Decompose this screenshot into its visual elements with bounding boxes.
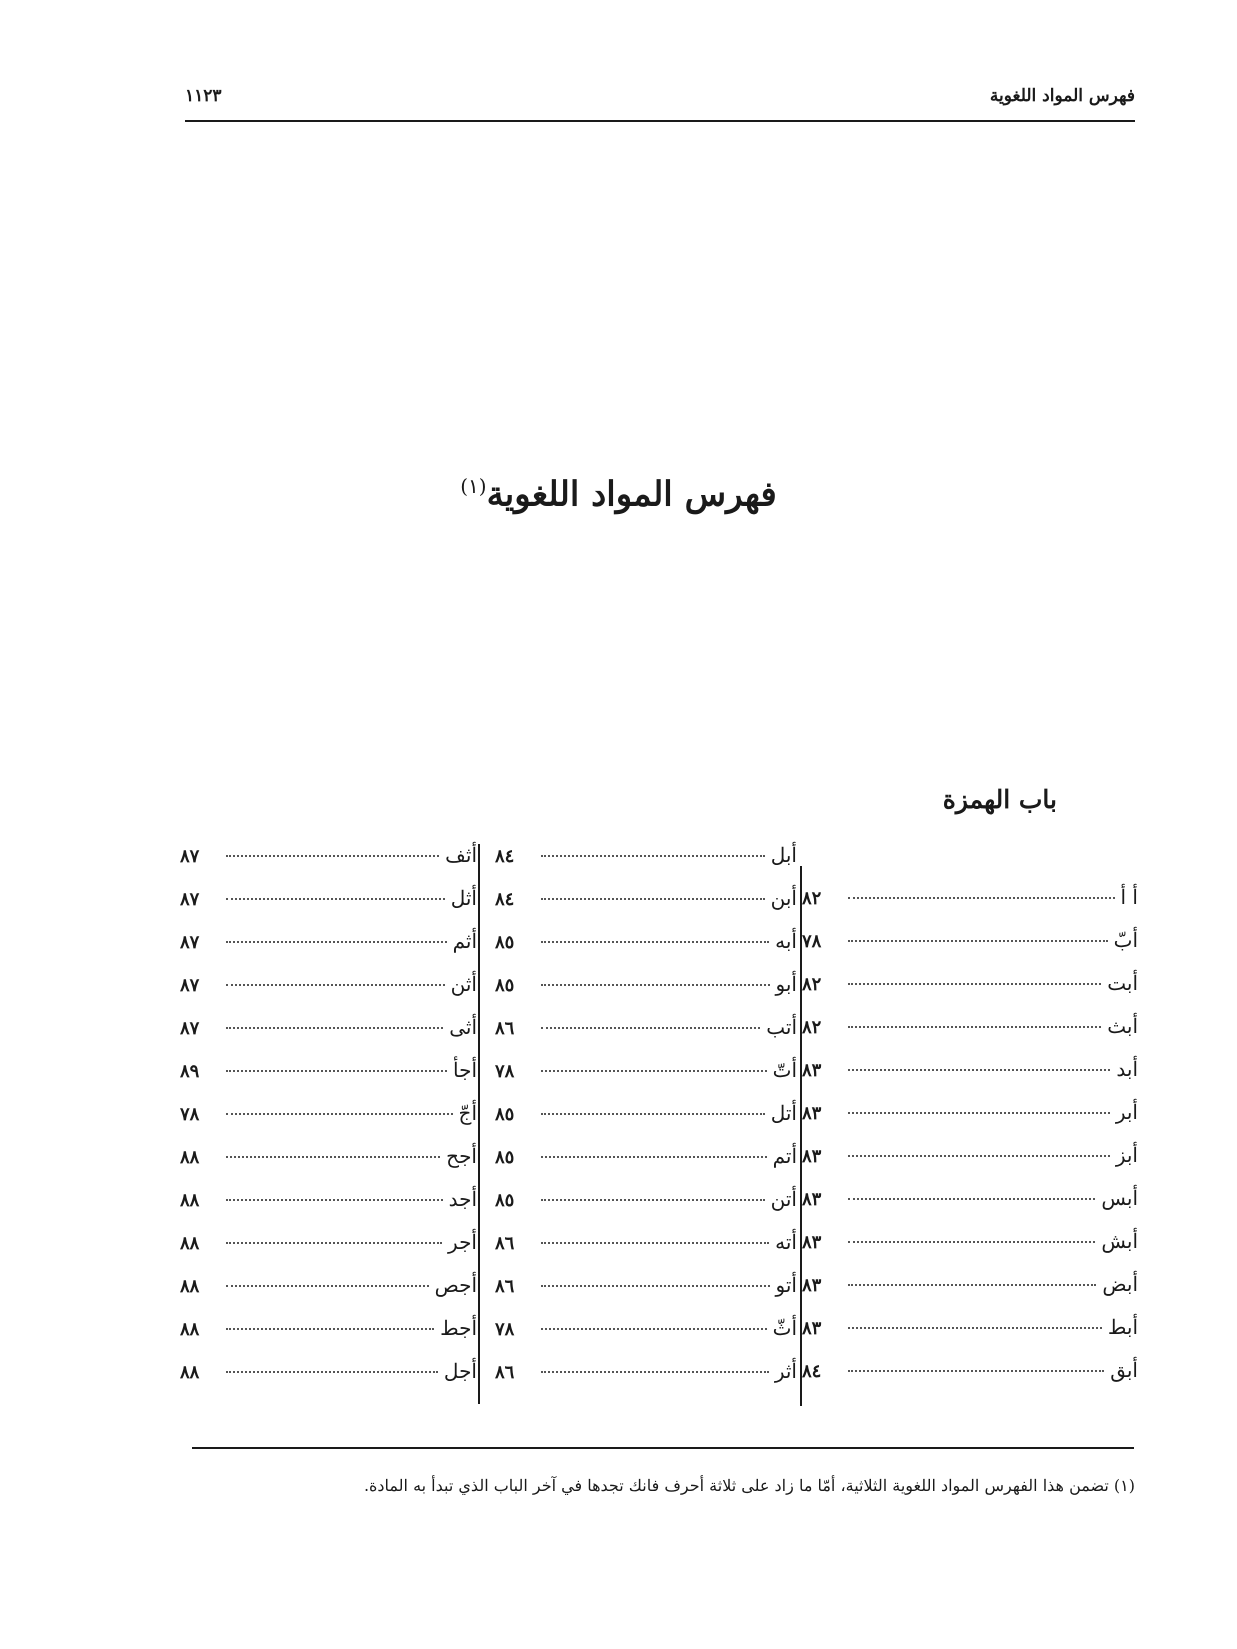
footnote: (١) تضمن هذا الفهرس المواد اللغوية الثلاثية، أمّا ما زاد على ثلاثة أحرف فانك تجدها في آخر الباب الذي تبدأ به المادة.: [363, 1476, 1135, 1495]
entry-root: أبق: [1110, 1358, 1138, 1382]
dot-leader: [848, 1284, 1096, 1286]
entry-page-number: ٨٣: [802, 1146, 822, 1167]
dot-leader: [848, 940, 1108, 942]
entry-root: أجط: [440, 1316, 477, 1340]
page-title: [0, 474, 1237, 514]
entry-root: أجر: [448, 1230, 477, 1254]
entry-root: أتل: [770, 1101, 797, 1125]
entry-page-number: ٨٢: [802, 974, 822, 995]
entry-page-number: ٨٣: [802, 1060, 822, 1081]
dot-leader: [541, 1070, 767, 1072]
dot-leader: [226, 1371, 438, 1373]
entry-page-number: ٨٢: [802, 1017, 822, 1038]
index-entry: [495, 1101, 797, 1144]
dot-leader: [541, 898, 765, 900]
entry-root: أبض: [1102, 1272, 1138, 1296]
index-entry: [802, 928, 1138, 971]
entry-root: أبه: [775, 929, 797, 953]
index-entry: [180, 1316, 477, 1359]
entry-root: أثّ: [772, 1316, 797, 1340]
index-entry: [180, 886, 477, 929]
entry-root: أبت: [1107, 971, 1138, 995]
page-title-text: فهرس المواد اللغوية: [486, 474, 777, 515]
entry-root: أجّ: [458, 1101, 477, 1125]
index-entry: [495, 972, 797, 1015]
dot-leader: [226, 1285, 429, 1287]
entry-root: أبط: [1107, 1315, 1138, 1339]
entry-page-number: ٨٥: [495, 975, 515, 996]
entry-root: أ أ: [1120, 885, 1138, 909]
dot-leader: [226, 898, 445, 900]
dot-leader: [541, 855, 765, 857]
entry-page-number: ٧٨: [495, 1061, 515, 1082]
dot-leader: [226, 1027, 443, 1029]
entry-page-number: ٨٦: [495, 1233, 515, 1254]
dot-leader: [848, 1241, 1095, 1243]
index-entry: [802, 1100, 1138, 1143]
entry-page-number: ٧٨: [495, 1319, 515, 1340]
entry-root: أتب: [766, 1015, 797, 1039]
index-entry: [180, 1144, 477, 1187]
column-divider: [478, 844, 480, 1404]
index-entry: [180, 1015, 477, 1058]
entry-root: أتو: [775, 1273, 797, 1297]
dot-leader: [226, 1070, 447, 1072]
entry-page-number: ٨٨: [180, 1190, 200, 1211]
entry-root: أبد: [1116, 1057, 1138, 1081]
entry-page-number: ٨٨: [180, 1276, 200, 1297]
entry-page-number: ٨٣: [802, 1318, 822, 1339]
dot-leader: [541, 1328, 767, 1330]
entry-root: أجأ: [452, 1058, 477, 1082]
dot-leader: [226, 1328, 434, 1330]
dot-leader: [226, 941, 447, 943]
dot-leader: [848, 983, 1101, 985]
index-entry: [802, 1014, 1138, 1057]
entry-page-number: ٨٥: [495, 1104, 515, 1125]
entry-root: أبن: [770, 886, 797, 910]
index-entry: [495, 1273, 797, 1316]
index-entry: [180, 1230, 477, 1273]
entry-page-number: ٨٨: [180, 1147, 200, 1168]
entry-page-number: ٨٧: [180, 889, 200, 910]
entry-root: أجح: [446, 1144, 477, 1168]
entry-root: أبز: [1115, 1143, 1138, 1167]
index-column-3: [180, 843, 477, 1402]
dot-leader: [848, 1327, 1102, 1329]
entry-root: أجد: [448, 1187, 477, 1211]
chapter-title: باب الهمزة: [942, 785, 1057, 814]
dot-leader: [226, 1113, 453, 1115]
entry-page-number: ٨٦: [495, 1276, 515, 1297]
dot-leader: [226, 1199, 443, 1201]
entry-root: أبر: [1115, 1100, 1138, 1124]
dot-leader: [848, 1155, 1110, 1157]
index-entry: [495, 1359, 797, 1402]
index-entry: [180, 972, 477, 1015]
entry-page-number: ٧٨: [180, 1104, 200, 1125]
dot-leader: [226, 855, 439, 857]
dot-leader: [848, 1069, 1110, 1071]
index-entry: [495, 1144, 797, 1187]
entry-root: أتّ: [772, 1058, 797, 1082]
index-entry: [180, 1187, 477, 1230]
dot-leader: [541, 1242, 769, 1244]
entry-page-number: ٨٨: [180, 1319, 200, 1340]
index-entry: [180, 1273, 477, 1316]
dot-leader: [541, 1199, 765, 1201]
entry-page-number: ٨٥: [495, 1190, 515, 1211]
index-entry: [802, 1315, 1138, 1358]
index-entry: [802, 885, 1138, 928]
entry-page-number: ٨٢: [802, 888, 822, 909]
entry-page-number: ٨٤: [802, 1361, 822, 1382]
index-entry: [495, 886, 797, 929]
running-header: [185, 86, 1135, 122]
index-entry: [802, 1057, 1138, 1100]
entry-root: أثر: [774, 1359, 797, 1383]
entry-page-number: ٧٨: [802, 931, 822, 952]
index-entry: [802, 1229, 1138, 1272]
dot-leader: [226, 1156, 440, 1158]
dot-leader: [848, 1198, 1095, 1200]
index-entry: [495, 1015, 797, 1058]
entry-root: أبو: [775, 972, 797, 996]
index-column-1: [802, 885, 1138, 1401]
dot-leader: [541, 1156, 767, 1158]
dot-leader: [226, 984, 445, 986]
dot-leader: [848, 1026, 1101, 1028]
dot-leader: [848, 897, 1115, 899]
entry-page-number: ٨٦: [495, 1018, 515, 1039]
index-entry: [802, 971, 1138, 1014]
entry-root: أتم: [772, 1144, 797, 1168]
entry-page-number: ٨٥: [495, 1147, 515, 1168]
entry-root: أثى: [449, 1015, 477, 1039]
index-entry: [495, 1230, 797, 1273]
entry-page-number: ٨٩: [180, 1061, 200, 1082]
dot-leader: [541, 1113, 765, 1115]
entry-page-number: ٨٣: [802, 1275, 822, 1296]
dot-leader: [541, 941, 769, 943]
index-entry: [495, 929, 797, 972]
index-column-2: [495, 843, 797, 1402]
index-entry: [495, 1058, 797, 1101]
entry-page-number: ٨٥: [495, 932, 515, 953]
entry-page-number: ٨٧: [180, 846, 200, 867]
index-entry: [180, 843, 477, 886]
entry-root: أبّ: [1113, 928, 1138, 952]
entry-root: أبش: [1101, 1229, 1138, 1253]
index-entry: [180, 1101, 477, 1144]
index-entry: [802, 1358, 1138, 1401]
index-entry: [495, 1187, 797, 1230]
dot-leader: [541, 1285, 770, 1287]
dot-leader: [848, 1370, 1104, 1372]
index-entry: [802, 1143, 1138, 1186]
index-entry: [180, 1058, 477, 1101]
index-entry: [495, 843, 797, 886]
entry-page-number: ٨٤: [495, 846, 515, 867]
entry-root: أته: [775, 1230, 797, 1254]
entry-page-number: ٨٧: [180, 975, 200, 996]
index-entry: [802, 1186, 1138, 1229]
entry-root: أبس: [1101, 1186, 1138, 1210]
running-title: فهرس المواد اللغوية: [989, 86, 1135, 106]
index-entry: [180, 1359, 477, 1402]
footnote-marker: (١): [460, 474, 487, 498]
page-number: ١١٢٣: [185, 86, 222, 106]
entry-root: أتن: [770, 1187, 797, 1211]
entry-root: أجص: [434, 1273, 477, 1297]
index-entry: [495, 1316, 797, 1359]
entry-root: أثف: [445, 843, 477, 867]
footnote-rule: [192, 1447, 1134, 1449]
dot-leader: [541, 1371, 769, 1373]
entry-root: أبل: [770, 843, 797, 867]
dot-leader: [226, 1242, 442, 1244]
entry-page-number: ٨٤: [495, 889, 515, 910]
entry-page-number: ٨٣: [802, 1189, 822, 1210]
entry-page-number: ٨٧: [180, 932, 200, 953]
dot-leader: [848, 1112, 1110, 1114]
entry-page-number: ٨٨: [180, 1233, 200, 1254]
index-entry: [802, 1272, 1138, 1315]
entry-page-number: ٨٧: [180, 1018, 200, 1039]
entry-page-number: ٨٣: [802, 1103, 822, 1124]
entry-root: أبث: [1107, 1014, 1138, 1038]
index-entry: [180, 929, 477, 972]
entry-root: أثم: [452, 929, 477, 953]
entry-page-number: ٨٦: [495, 1362, 515, 1383]
entry-root: أجل: [443, 1359, 477, 1383]
entry-root: أثل: [450, 886, 477, 910]
entry-page-number: ٨٨: [180, 1362, 200, 1383]
entry-page-number: ٨٣: [802, 1232, 822, 1253]
dot-leader: [541, 1027, 760, 1029]
entry-root: أثن: [450, 972, 477, 996]
dot-leader: [541, 984, 770, 986]
